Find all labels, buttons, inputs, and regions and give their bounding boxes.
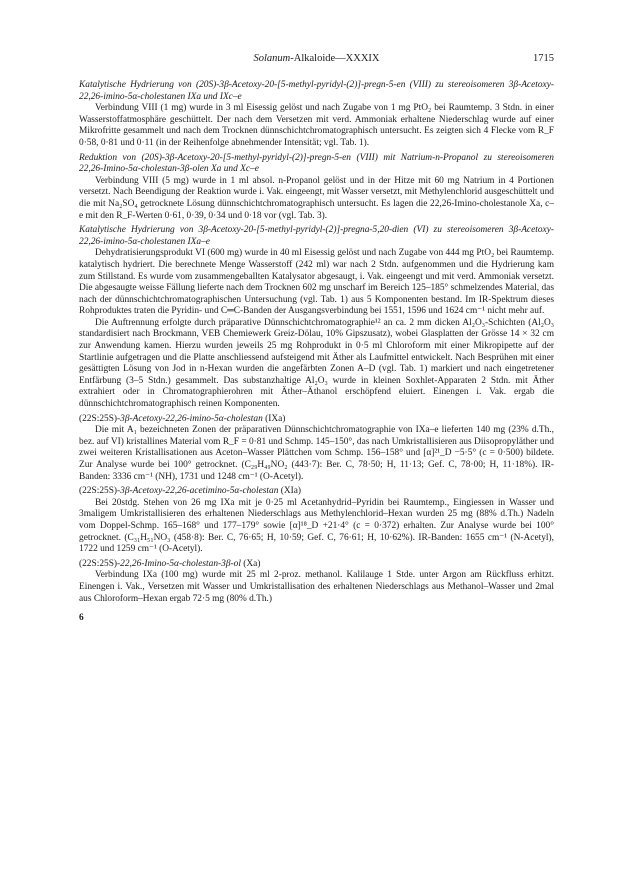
body-paragraph: Verbindung VIII (1 mg) wurde in 3 ml Eisessig gelöst und nach Zugabe von 1 mg PtO₂ bei Raumtemp. 3 Stdn. in einer Wasserstoffatmosphäre geschüttelt. Der nach dem Versetzen mit verd. Ammoniak erhaltene Niederschlag wurde auf einer Mikrofritte gesammelt und nach dem Trocknen dünnschichtchromatographisch untersucht. Es zeigten sich 4 Flecke vom R_F 0·58, 0·81 und 0·11 (in der Reihenfolge abnehmender Intensität; vgl. Tab. 1).	[79, 103, 554, 148]
compound-heading-suffix: (Xa)	[240, 558, 261, 569]
body-paragraph: Die Auftrennung erfolgte durch präparative Dünnschichtchromatographie¹² an ca. 2 mm dicken Al₂O₃-Schichten (Al₂O₃ standardisiert nach Brockmann, VEB Chemiewerk Greiz-Dölau, 10% Gipszusatz), wobei Glasplatten der Grösse 14 × 32 cm zur Anwendung kamen. Hierzu wurden jeweils 25 mg Rohprodukt in 0·5 ml Chloroform mit einer Mikropipette auf der Startlinie aufgetragen und die Platte anschliessend aufsteigend mit Äther als Laufmittel entwickelt. Nach Besprühen mit einer gesättigten Lösung von Jod in n-Hexan wurden die angefärbten Zonen A–D (vgl. Tab. 1) markiert und nach eingetretener Entfärbung (3–5 Stdn.) gesammelt. Das substanzhaltige Al₂O₃ wurde in kleinen Soxhlet-Apparaten 2 Stdn. mit Äther extrahiert oder in Chromatographierohren mit Äther–Äthanol erschöpfend eluiert. Einengen i. Vak. ergab die dünnschichtchromatographisch reinen Komponenten.	[79, 317, 554, 410]
signature-mark: 6	[79, 613, 84, 624]
compound-heading-prefix: (22S:25S)-	[79, 558, 121, 569]
compound-heading-prefix: (22S:25S)-	[79, 486, 121, 497]
compound-heading-prefix: (22S:25S)-	[79, 413, 121, 424]
body-paragraph: Die mit A₁ bezeichneten Zonen der präparativen Dünnschichtchromatographie von IXa–e lieferten 140 mg (23% d.Th., bez. auf VI) kristallines Material vom R_F = 0·81 und Schmp. 145–150°, das nach Umkristallisieren aus Diisopropyläther und zwei weiteren Kristallisationen aus Aceton–Wasser Plättchen vom Schmp. 156–158° und [α]²¹_D −5·5° (c = 0·500) bildete. Zur Analyse wurde bei 100° getrocknet. (C₂₉H₄₉NO₂ (443·7): Ber. C, 78·50; H, 11·13; Gef. C, 78·00; H, 11·18%). IR-Banden: 3336 cm⁻¹ (NH), 1731 und 1248 cm⁻¹ (O-Acetyl).	[79, 425, 554, 482]
body-paragraph: Verbindung VIII (5 mg) wurde in 1 ml absol. n-Propanol gelöst und in der Hitze mit 60 mg Natrium in 4 Portionen versetzt. Nach Beendigung der Reaktion wurde i. Vak. eingeengt, mit Wasser versetzt, mit Methylenchlorid ausgeschüttelt und die mit Na₂SO₄ getrocknete Lösung dünnschichtchromatographisch untersucht. Es lagen die 22,26-Imino-cholestanole Xa, c–e mit den R_F-Werten 0·61, 0·39, 0·34 und 0·18 vor (vgl. Tab. 3).	[79, 175, 554, 221]
body-paragraph: Bei 20stdg. Stehen von 26 mg IXa mit je 0·25 ml Acetanhydrid–Pyridin bei Raumtemp., Eingiessen in Wasser und 3maligem Umkristallisieren des erhaltenen Niederschlags aus Methylenchlorid–Hexan wurden 25 mg (88% d.Th.) Nadeln vom Doppel-Schmp. 165–168° und 177–179° sowie [α]¹⁸_D +21·4° (c = 0·372) erhalten. Zur Analyse wurde bei 100° getrocknet. (C₃₁H₅₁NO₃ (458·8): Ber. C, 76·65; H, 10·59; Gef. C, 76·61; H, 10·62%). IR-Banden: 1655 cm⁻¹ (N-Acetyl), 1722 und 1259 cm⁻¹ (O-Acetyl).	[79, 497, 554, 555]
running-title	[79, 52, 554, 66]
compound-heading	[79, 414, 554, 426]
body-paragraph: Dehydratisierungsprodukt VI (600 mg) wurde in 40 ml Eisessig gelöst und nach Zugabe von 444 mg PtO₂ bei Raumtemp. katalytisch hydriert. Die berechnete Menge Wasserstoff (242 ml) war nach 2 Stdn. aufgenommen und die Hydrierung kam zum Stillstand. Es wurde vom zusammengeballten Katalysator abgesaugt, i. Vak. eingeengt und mit verd. Ammoniak versetzt. Die abgesaugte weisse Fällung lieferte nach dem Trocknen 602 mg unscharf im Bereich 125–185° schmelzendes Material, das nach der dünnschichtchromatographischen Untersuchung (vgl. Tab. 1) aus 5 Komponenten bestand. Im IR-Spektrum dieses Rohproduktes traten die Pyridin- und C═C-Banden der Ausgangsverbindung bei 1551, 1596 und 1624 cm⁻¹ nicht mehr auf.	[79, 248, 554, 317]
running-title-italic: Solanum	[253, 53, 291, 64]
section-heading: Reduktion von (20S)-3β-Acetoxy-20-[5-methyl-pyridyl-(2)]-pregn-5-en (VIII) mit Natrium-n-Propanol zu stereoisomeren 22,26-Imino-5α-cholestan-3β-olen Xa und Xc–e	[79, 152, 554, 175]
page-number: 1715	[533, 53, 554, 64]
compound-heading-name: 3β-Acetoxy-22,26-imino-5α-cholestan	[120, 413, 263, 424]
running-title-rest: -Alkaloide—XXXIX	[290, 53, 380, 64]
running-header	[79, 52, 554, 70]
compound-heading	[79, 486, 554, 498]
compound-heading	[79, 559, 554, 571]
body-paragraph: Verbindung IXa (100 mg) wurde mit 25 ml 2-proz. methanol. Kalilauge 1 Stde. unter Argon am Rückfluss erhitzt. Einengen i. Vak., Versetzen mit Wasser und Umkristallisation des erhaltenen Niederschlags aus Methanol–Wasser und 2mal aus Chloroform–Hexan ergab 72·5 mg (80% d.Th.)	[79, 570, 554, 604]
compound-heading-suffix: (XIa)	[278, 486, 302, 497]
document-page	[79, 52, 554, 623]
section-heading: Katalytische Hydrierung von 3β-Acetoxy-20-[5-methyl-pyridyl-(2)]-pregna-5,20-dien (VI) zu stereoisomeren 3β-Acetoxy-22,26-imino-5α-cholestanen IXa–e	[79, 225, 554, 247]
compound-heading-name: 22,26-Imino-5α-cholestan-3β-ol	[120, 558, 241, 569]
compound-heading-name: 3β-Acetoxy-22,26-acetimino-5α-cholestan	[120, 486, 279, 497]
compound-heading-suffix: (IXa)	[262, 413, 286, 424]
section-heading: Katalytische Hydrierung von (20S)-3β-Acetoxy-20-[5-methyl-pyridyl-(2)]-pregn-5-en (VIII) zu stereoisomeren 3β-Acetoxy-22,26-imino-5α-cholestanen IXa und IXc–e	[79, 80, 554, 102]
